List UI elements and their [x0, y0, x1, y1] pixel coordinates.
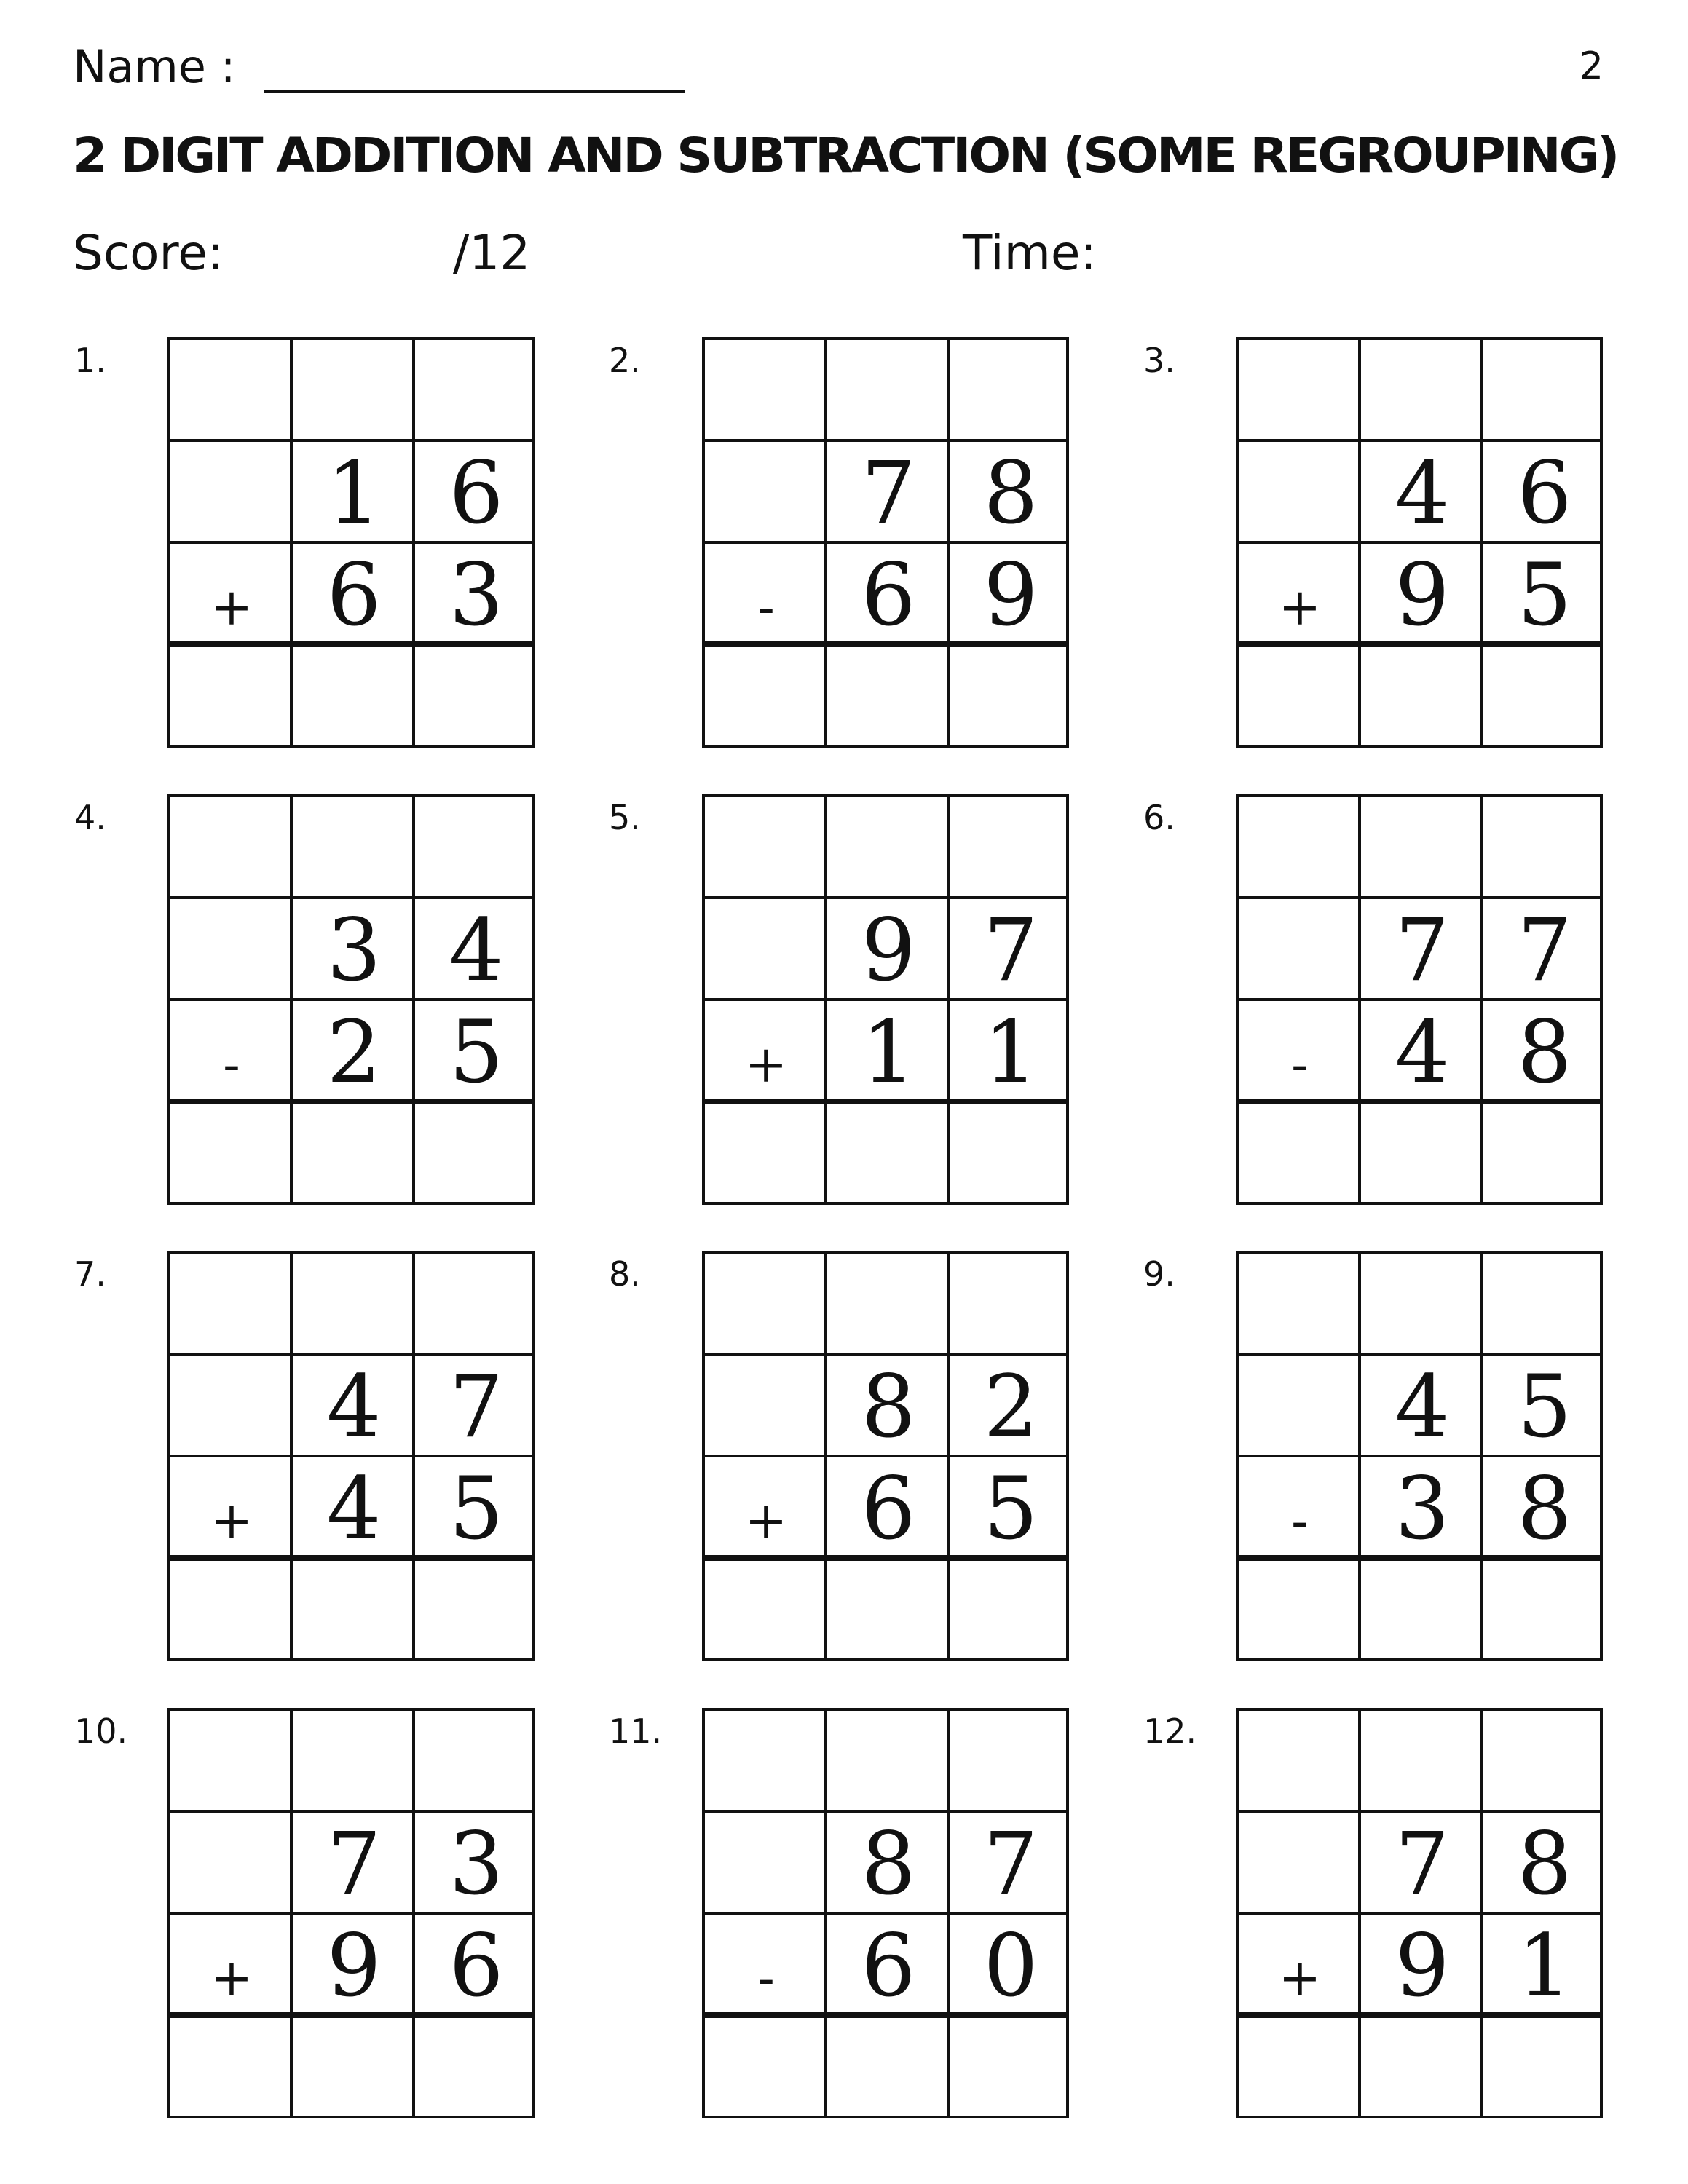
bottom-tens-digit	[1361, 544, 1483, 646]
carry-cell[interactable]	[950, 340, 1072, 442]
answer-cell[interactable]	[170, 646, 293, 751]
score-total: /12	[453, 225, 531, 281]
bottom-tens-digit	[827, 544, 950, 646]
top-ones-digit-text: 7	[449, 1356, 504, 1457]
answer-cell[interactable]	[170, 1559, 293, 1664]
problem-number: 5.	[609, 798, 641, 837]
bottom-tens-digit-text: 4	[1395, 1002, 1450, 1102]
carry-cell[interactable]	[1239, 1254, 1361, 1356]
empty-cell	[705, 442, 827, 544]
bottom-tens-digit	[1361, 1001, 1483, 1103]
problem-grid	[1236, 1708, 1603, 2118]
bottom-tens-digit-text: 4	[326, 1458, 382, 1559]
bottom-tens-digit-text: 2	[326, 1002, 382, 1102]
top-tens-digit-text: 4	[326, 1356, 382, 1457]
problem-number: 6.	[1143, 798, 1175, 837]
bottom-ones-digit	[950, 1915, 1072, 2017]
top-ones-digit-text: 7	[1517, 900, 1572, 1000]
bottom-ones-digit	[415, 1915, 537, 2017]
bottom-tens-digit	[1361, 1915, 1483, 2017]
empty-cell	[170, 442, 293, 544]
answer-cell[interactable]	[705, 646, 827, 751]
bottom-ones-digit-text: 9	[983, 545, 1038, 645]
carry-cell[interactable]	[1361, 797, 1483, 899]
problem-number: 1.	[74, 341, 106, 380]
operator-sign	[170, 544, 293, 646]
bottom-ones-digit-text: 5	[449, 1002, 504, 1102]
operator-sign	[705, 544, 827, 646]
answer-cell[interactable]	[293, 2017, 415, 2121]
top-ones-digit-text: 6	[1517, 443, 1572, 543]
bottom-ones-digit	[950, 1457, 1072, 1559]
problem-grid	[702, 1708, 1069, 2118]
bottom-ones-digit-text: 8	[1517, 1002, 1572, 1102]
carry-cell[interactable]	[415, 1254, 537, 1356]
top-tens-digit	[827, 899, 950, 1001]
top-ones-digit	[415, 1356, 537, 1457]
empty-cell	[705, 1356, 827, 1457]
problem-grid	[702, 794, 1069, 1205]
bottom-tens-digit-text: 1	[861, 1002, 916, 1102]
bottom-ones-digit-text: 1	[983, 1002, 1038, 1102]
operator-sign	[170, 1457, 293, 1559]
top-ones-digit	[415, 442, 537, 544]
answer-cell[interactable]	[1239, 1103, 1361, 1208]
top-ones-digit-text: 8	[1517, 1813, 1572, 1914]
problem-number: 8.	[609, 1254, 641, 1294]
bottom-ones-digit	[950, 544, 1072, 646]
bottom-tens-digit-text: 9	[1395, 1915, 1450, 2016]
top-ones-digit	[1483, 1356, 1606, 1457]
operator-sign-text: +	[210, 577, 253, 637]
carry-cell[interactable]	[827, 797, 950, 899]
answer-cell[interactable]	[170, 2017, 293, 2121]
bottom-tens-digit-text: 9	[1395, 545, 1450, 645]
top-tens-digit	[293, 899, 415, 1001]
carry-cell[interactable]	[1483, 797, 1606, 899]
answer-cell[interactable]	[1483, 646, 1606, 751]
carry-cell[interactable]	[705, 797, 827, 899]
bottom-tens-digit	[293, 1915, 415, 2017]
answer-cell[interactable]	[415, 646, 537, 751]
top-ones-digit-text: 4	[449, 900, 504, 1000]
carry-cell[interactable]	[293, 1254, 415, 1356]
top-ones-digit-text: 7	[983, 1813, 1038, 1914]
problem-number: 2.	[609, 341, 641, 380]
operator-sign-text: +	[744, 1491, 788, 1551]
problem-number: 4.	[74, 798, 106, 837]
bottom-ones-digit	[950, 1001, 1072, 1103]
operator-sign-text: +	[210, 1491, 253, 1551]
bottom-tens-digit-text: 3	[1395, 1458, 1450, 1559]
top-ones-digit-text: 5	[1517, 1356, 1572, 1457]
operator-sign	[705, 1915, 827, 2017]
answer-cell[interactable]	[293, 1559, 415, 1664]
operator-sign	[705, 1001, 827, 1103]
carry-cell[interactable]	[827, 1711, 950, 1813]
bottom-ones-digit	[1483, 1915, 1606, 2017]
carry-cell[interactable]	[827, 340, 950, 442]
top-tens-digit	[827, 1356, 950, 1457]
empty-cell	[170, 1813, 293, 1915]
carry-cell[interactable]	[1483, 1254, 1606, 1356]
problem-number: 12.	[1143, 1712, 1197, 1751]
name-label: Name :	[73, 40, 236, 93]
answer-cell[interactable]	[1361, 1559, 1483, 1664]
operator-sign-text: +	[1278, 577, 1322, 637]
answer-cell[interactable]	[705, 2017, 827, 2121]
answer-cell[interactable]	[1361, 2017, 1483, 2121]
problem-grid	[702, 337, 1069, 748]
carry-cell[interactable]	[1361, 1254, 1483, 1356]
top-ones-digit	[1483, 1813, 1606, 1915]
top-tens-digit	[1361, 1356, 1483, 1457]
carry-cell[interactable]	[1239, 340, 1361, 442]
carry-cell[interactable]	[950, 1254, 1072, 1356]
bottom-tens-digit	[827, 1457, 950, 1559]
carry-cell[interactable]	[1483, 340, 1606, 442]
operator-sign-text: -	[757, 577, 775, 637]
carry-cell[interactable]	[415, 797, 537, 899]
carry-cell[interactable]	[170, 797, 293, 899]
empty-cell	[1239, 1356, 1361, 1457]
bottom-tens-digit-text: 6	[861, 1458, 916, 1559]
top-tens-digit-text: 7	[326, 1813, 382, 1914]
carry-cell[interactable]	[170, 1254, 293, 1356]
top-ones-digit-text: 8	[983, 443, 1038, 543]
problem-grid	[167, 337, 535, 748]
top-tens-digit	[293, 1356, 415, 1457]
operator-sign-text: -	[757, 1948, 775, 2008]
answer-cell[interactable]	[415, 2017, 537, 2121]
empty-cell	[705, 1813, 827, 1915]
answer-cell[interactable]	[827, 1559, 950, 1664]
top-ones-digit	[415, 1813, 537, 1915]
empty-cell	[170, 899, 293, 1001]
bottom-ones-digit	[415, 544, 537, 646]
carry-cell[interactable]	[293, 797, 415, 899]
answer-cell[interactable]	[950, 1559, 1072, 1664]
top-tens-digit-text: 4	[1395, 1356, 1450, 1457]
answer-cell[interactable]	[827, 646, 950, 751]
top-tens-digit-text: 1	[326, 443, 382, 543]
answer-cell[interactable]	[293, 1103, 415, 1208]
answer-cell[interactable]	[827, 2017, 950, 2121]
top-ones-digit-text: 7	[983, 900, 1038, 1000]
operator-sign	[170, 1001, 293, 1103]
operator-sign	[170, 1915, 293, 2017]
carry-cell[interactable]	[293, 340, 415, 442]
score-label: Score:	[73, 225, 224, 281]
empty-cell	[170, 1356, 293, 1457]
answer-cell[interactable]	[950, 1103, 1072, 1208]
carry-cell[interactable]	[1361, 1711, 1483, 1813]
bottom-tens-digit	[1361, 1457, 1483, 1559]
bottom-ones-digit-text: 1	[1517, 1915, 1572, 2016]
bottom-ones-digit-text: 5	[449, 1458, 504, 1559]
bottom-ones-digit-text: 5	[1517, 545, 1572, 645]
answer-cell[interactable]	[170, 1103, 293, 1208]
carry-cell[interactable]	[170, 340, 293, 442]
bottom-tens-digit-text: 9	[326, 1915, 382, 2016]
bottom-ones-digit-text: 8	[1517, 1458, 1572, 1559]
carry-cell[interactable]	[415, 340, 537, 442]
carry-cell[interactable]	[1483, 1711, 1606, 1813]
top-tens-digit-text: 8	[861, 1356, 916, 1457]
bottom-ones-digit-text: 0	[983, 1915, 1038, 2016]
bottom-ones-digit	[1483, 544, 1606, 646]
operator-sign	[1239, 1915, 1361, 2017]
answer-cell[interactable]	[293, 646, 415, 751]
problem-grid	[1236, 1251, 1603, 1661]
answer-cell[interactable]	[415, 1103, 537, 1208]
carry-cell[interactable]	[170, 1711, 293, 1813]
carry-cell[interactable]	[1361, 340, 1483, 442]
carry-cell[interactable]	[293, 1711, 415, 1813]
empty-cell	[1239, 1813, 1361, 1915]
operator-sign	[1239, 1457, 1361, 1559]
top-ones-digit-text: 6	[449, 443, 504, 543]
top-tens-digit	[827, 1813, 950, 1915]
problem-grid	[1236, 794, 1603, 1205]
bottom-ones-digit-text: 5	[983, 1458, 1038, 1559]
answer-cell[interactable]	[1239, 1559, 1361, 1664]
problem-number: 10.	[74, 1712, 128, 1751]
top-tens-digit-text: 7	[1395, 1813, 1450, 1914]
problem-number: 11.	[609, 1712, 663, 1751]
answer-cell[interactable]	[1483, 1559, 1606, 1664]
operator-sign	[705, 1457, 827, 1559]
operator-sign-text: -	[1291, 1034, 1309, 1094]
top-tens-digit-text: 7	[861, 443, 916, 543]
page-number: 2	[1579, 44, 1604, 88]
bottom-tens-digit	[827, 1001, 950, 1103]
problem-number: 7.	[74, 1254, 106, 1294]
problem-grid	[167, 1251, 535, 1661]
carry-cell[interactable]	[827, 1254, 950, 1356]
carry-cell[interactable]	[705, 1711, 827, 1813]
operator-sign-text: -	[1291, 1491, 1309, 1551]
carry-cell[interactable]	[1239, 1711, 1361, 1813]
empty-cell	[705, 899, 827, 1001]
answer-cell[interactable]	[1239, 646, 1361, 751]
top-ones-digit	[1483, 442, 1606, 544]
bottom-ones-digit-text: 6	[449, 1915, 504, 2016]
bottom-tens-digit-text: 6	[861, 1915, 916, 2016]
answer-cell[interactable]	[950, 2017, 1072, 2121]
top-ones-digit	[950, 442, 1072, 544]
top-ones-digit	[950, 1813, 1072, 1915]
problem-grid	[167, 794, 535, 1205]
operator-sign-text: +	[744, 1034, 788, 1094]
top-ones-digit	[950, 1356, 1072, 1457]
top-ones-digit	[950, 899, 1072, 1001]
time-label: Time:	[963, 225, 1097, 281]
carry-cell[interactable]	[950, 1711, 1072, 1813]
top-tens-digit	[293, 442, 415, 544]
worksheet-title: 2 DIGIT ADDITION AND SUBTRACTION (SOME REGROUPING)	[73, 127, 1618, 183]
answer-cell[interactable]	[1483, 1103, 1606, 1208]
empty-cell	[1239, 442, 1361, 544]
bottom-ones-digit-text: 3	[449, 545, 504, 645]
top-tens-digit-text: 8	[861, 1813, 916, 1914]
bottom-tens-digit	[293, 544, 415, 646]
answer-cell[interactable]	[1483, 2017, 1606, 2121]
carry-cell[interactable]	[705, 1254, 827, 1356]
answer-cell[interactable]	[705, 1103, 827, 1208]
carry-cell[interactable]	[1239, 797, 1361, 899]
operator-sign	[1239, 1001, 1361, 1103]
bottom-tens-digit	[827, 1915, 950, 2017]
problem-number: 3.	[1143, 341, 1175, 380]
top-tens-digit	[1361, 1813, 1483, 1915]
top-tens-digit	[293, 1813, 415, 1915]
answer-cell[interactable]	[1361, 646, 1483, 751]
problem-grid	[1236, 337, 1603, 748]
top-tens-digit	[1361, 899, 1483, 1001]
carry-cell[interactable]	[950, 797, 1072, 899]
bottom-ones-digit	[1483, 1457, 1606, 1559]
bottom-ones-digit	[1483, 1001, 1606, 1103]
operator-sign	[1239, 544, 1361, 646]
answer-cell[interactable]	[827, 1103, 950, 1208]
bottom-tens-digit	[293, 1457, 415, 1559]
top-tens-digit-text: 7	[1395, 900, 1450, 1000]
top-tens-digit-text: 4	[1395, 443, 1450, 543]
bottom-ones-digit	[415, 1457, 537, 1559]
top-tens-digit	[1361, 442, 1483, 544]
empty-cell	[1239, 899, 1361, 1001]
top-ones-digit	[415, 899, 537, 1001]
bottom-tens-digit-text: 6	[326, 545, 382, 645]
carry-cell[interactable]	[415, 1711, 537, 1813]
top-ones-digit-text: 2	[983, 1356, 1038, 1457]
answer-cell[interactable]	[950, 646, 1072, 751]
bottom-tens-digit	[293, 1001, 415, 1103]
operator-sign-text: -	[223, 1034, 240, 1094]
answer-cell[interactable]	[1239, 2017, 1361, 2121]
problem-grid	[167, 1708, 535, 2118]
answer-cell[interactable]	[705, 1559, 827, 1664]
top-ones-digit	[1483, 899, 1606, 1001]
bottom-tens-digit-text: 6	[861, 545, 916, 645]
top-ones-digit-text: 3	[449, 1813, 504, 1914]
top-tens-digit-text: 3	[326, 900, 382, 1000]
name-line[interactable]	[264, 90, 685, 93]
carry-cell[interactable]	[705, 340, 827, 442]
bottom-ones-digit	[415, 1001, 537, 1103]
top-tens-digit-text: 9	[861, 900, 916, 1000]
problem-number: 9.	[1143, 1254, 1175, 1294]
problem-grid	[702, 1251, 1069, 1661]
top-tens-digit	[827, 442, 950, 544]
operator-sign-text: +	[1278, 1948, 1322, 2008]
answer-cell[interactable]	[1361, 1103, 1483, 1208]
answer-cell[interactable]	[415, 1559, 537, 1664]
operator-sign-text: +	[210, 1948, 253, 2008]
